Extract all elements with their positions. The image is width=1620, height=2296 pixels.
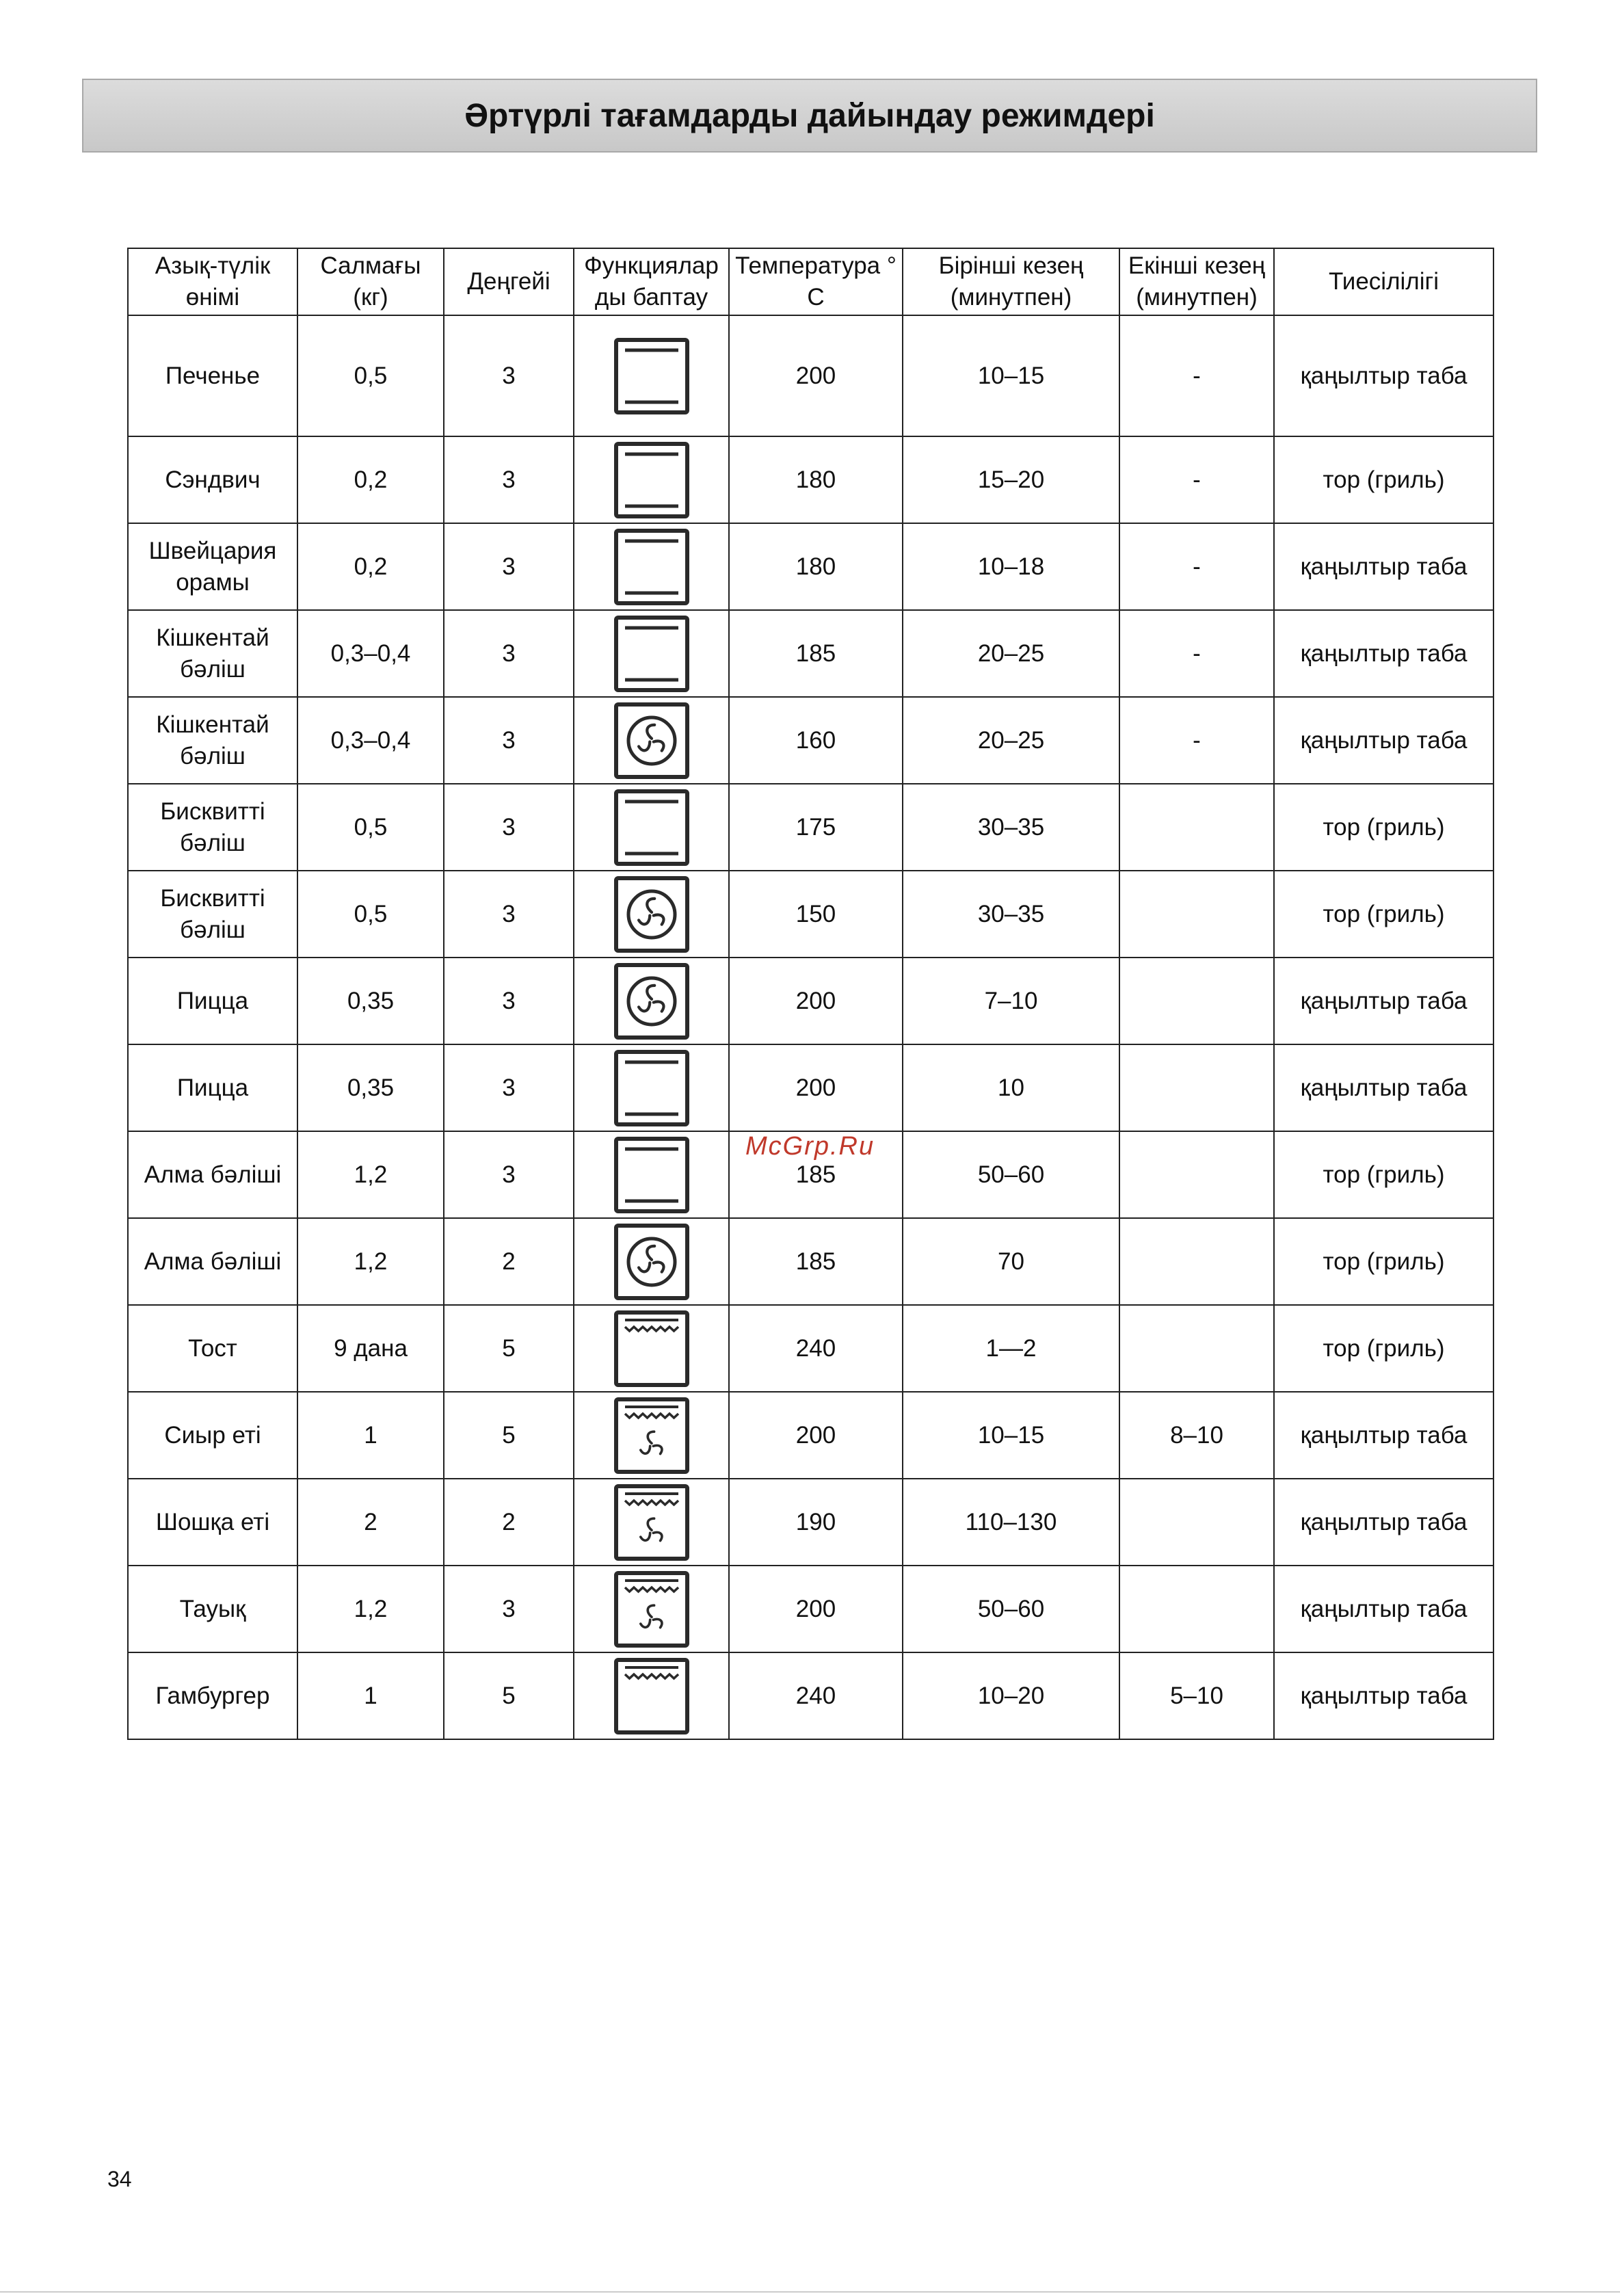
stage1-cell: 10–18 (903, 523, 1119, 610)
function-cell (574, 1044, 729, 1131)
title-bar (82, 79, 1537, 153)
table-body (128, 315, 1493, 1739)
product-cell: Кішкентай бәліш (128, 697, 297, 784)
accessory-cell: қаңылтыр таба (1274, 1566, 1493, 1652)
function-cell (574, 523, 729, 610)
stage1-cell: 70 (903, 1218, 1119, 1305)
product-cell: Пицца (128, 1044, 297, 1131)
product-cell: Тост (128, 1305, 297, 1392)
stage1-cell: 10–20 (903, 1652, 1119, 1739)
header-level: Деңгейі (444, 248, 574, 315)
stage1-cell: 30–35 (903, 871, 1119, 958)
product-cell: Тауық (128, 1566, 297, 1652)
level-cell: 3 (444, 697, 574, 784)
temperature-cell: 190 (729, 1479, 903, 1566)
weight-cell: 1,2 (297, 1218, 444, 1305)
accessory-cell: қаңылтыр таба (1274, 315, 1493, 436)
level-cell: 3 (444, 1131, 574, 1218)
temperature-cell: 175 (729, 784, 903, 871)
function-cell (574, 697, 729, 784)
temperature-cell: 185 (729, 1218, 903, 1305)
oven-conventional-icon (577, 789, 726, 866)
function-cell (574, 1479, 729, 1566)
oven-conventional-icon (577, 616, 726, 692)
function-cell (574, 1218, 729, 1305)
fan-heating-icon (577, 876, 726, 953)
weight-cell: 0,3–0,4 (297, 697, 444, 784)
temperature-cell: 240 (729, 1652, 903, 1739)
product-cell: Кішкентай бәліш (128, 610, 297, 697)
table-row (128, 1044, 1493, 1131)
table-row (128, 523, 1493, 610)
table-row (128, 784, 1493, 871)
header-temperature: Температура ° C (729, 248, 903, 315)
accessory-cell: қаңылтыр таба (1274, 1652, 1493, 1739)
table-header-row (128, 248, 1493, 315)
accessory-cell: тор (гриль) (1274, 784, 1493, 871)
weight-cell: 0,2 (297, 523, 444, 610)
header-accessory: Тиесілілігі (1274, 248, 1493, 315)
accessory-cell: қаңылтыр таба (1274, 697, 1493, 784)
accessory-cell: қаңылтыр таба (1274, 1392, 1493, 1479)
stage2-cell: 5–10 (1119, 1652, 1274, 1739)
stage2-cell (1119, 1479, 1274, 1566)
oven-conventional-icon (577, 1050, 726, 1126)
temperature-cell: 180 (729, 436, 903, 523)
product-cell: Алма бәліші (128, 1218, 297, 1305)
level-cell: 5 (444, 1652, 574, 1739)
table-row (128, 871, 1493, 958)
header-stage2: Екінші кезең (минутпен) (1119, 248, 1274, 315)
table-row (128, 1305, 1493, 1392)
weight-cell: 9 дана (297, 1305, 444, 1392)
accessory-cell: тор (гриль) (1274, 1218, 1493, 1305)
header-weight: Салмағы (кг) (297, 248, 444, 315)
header-product: Азық-түлік өнімі (128, 248, 297, 315)
accessory-cell: қаңылтыр таба (1274, 523, 1493, 610)
page-bottom-rule (0, 2291, 1620, 2293)
temperature-cell: 200 (729, 315, 903, 436)
table-row (128, 1652, 1493, 1739)
temperature-cell: 200 (729, 1044, 903, 1131)
level-cell: 3 (444, 1044, 574, 1131)
stage2-cell (1119, 958, 1274, 1044)
grill-icon (577, 1310, 726, 1387)
level-cell: 3 (444, 610, 574, 697)
weight-cell: 1 (297, 1392, 444, 1479)
temperature-cell: 200 (729, 958, 903, 1044)
weight-cell: 1 (297, 1652, 444, 1739)
stage1-cell: 110–130 (903, 1479, 1119, 1566)
weight-cell: 0,2 (297, 436, 444, 523)
cooking-modes-table (127, 248, 1494, 1740)
stage2-cell (1119, 1218, 1274, 1305)
product-cell: Алма бәліші (128, 1131, 297, 1218)
temperature-cell: 200 (729, 1566, 903, 1652)
function-cell (574, 1652, 729, 1739)
temperature-cell: 200 (729, 1392, 903, 1479)
temperature-cell: 150 (729, 871, 903, 958)
stage2-cell (1119, 1131, 1274, 1218)
stage2-cell (1119, 871, 1274, 958)
weight-cell: 0,3–0,4 (297, 610, 444, 697)
oven-conventional-icon (577, 338, 726, 414)
fan-heating-icon (577, 702, 726, 779)
fan-heating-icon (577, 963, 726, 1040)
stage1-cell: 7–10 (903, 958, 1119, 1044)
function-cell (574, 784, 729, 871)
accessory-cell: тор (гриль) (1274, 436, 1493, 523)
level-cell: 3 (444, 958, 574, 1044)
stage2-cell: - (1119, 697, 1274, 784)
weight-cell: 0,35 (297, 958, 444, 1044)
function-cell (574, 871, 729, 958)
stage1-cell: 10 (903, 1044, 1119, 1131)
temperature-cell: 160 (729, 697, 903, 784)
level-cell: 3 (444, 871, 574, 958)
table-row (128, 610, 1493, 697)
stage2-cell: - (1119, 523, 1274, 610)
table-row (128, 697, 1493, 784)
stage1-cell: 20–25 (903, 697, 1119, 784)
function-cell (574, 436, 729, 523)
stage1-cell: 30–35 (903, 784, 1119, 871)
header-function: Функциялар ды баптау (574, 248, 729, 315)
function-cell (574, 1566, 729, 1652)
accessory-cell: қаңылтыр таба (1274, 610, 1493, 697)
oven-conventional-icon (577, 529, 726, 605)
table-row (128, 1392, 1493, 1479)
function-cell (574, 315, 729, 436)
accessory-cell: тор (гриль) (1274, 1131, 1493, 1218)
weight-cell: 1,2 (297, 1131, 444, 1218)
function-cell (574, 610, 729, 697)
level-cell: 3 (444, 784, 574, 871)
weight-cell: 0,5 (297, 784, 444, 871)
weight-cell: 0,5 (297, 315, 444, 436)
function-cell (574, 958, 729, 1044)
stage2-cell (1119, 1566, 1274, 1652)
stage1-cell: 50–60 (903, 1566, 1119, 1652)
stage1-cell: 15–20 (903, 436, 1119, 523)
stage2-cell: - (1119, 436, 1274, 523)
grill-fan-icon (577, 1571, 726, 1648)
product-cell: Печенье (128, 315, 297, 436)
weight-cell: 0,35 (297, 1044, 444, 1131)
accessory-cell: тор (гриль) (1274, 871, 1493, 958)
temperature-cell: 180 (729, 523, 903, 610)
table-row (128, 1566, 1493, 1652)
accessory-cell: тор (гриль) (1274, 1305, 1493, 1392)
function-cell (574, 1131, 729, 1218)
temperature-cell: 240 (729, 1305, 903, 1392)
oven-conventional-icon (577, 442, 726, 518)
stage1-cell: 10–15 (903, 315, 1119, 436)
product-cell: Сиыр еті (128, 1392, 297, 1479)
product-cell: Сэндвич (128, 436, 297, 523)
level-cell: 2 (444, 1479, 574, 1566)
header-stage1: Бірінші кезең (минутпен) (903, 248, 1119, 315)
level-cell: 3 (444, 523, 574, 610)
temperature-cell: 185 (729, 610, 903, 697)
table-row (128, 958, 1493, 1044)
stage2-cell (1119, 1044, 1274, 1131)
stage2-cell (1119, 784, 1274, 871)
level-cell: 5 (444, 1392, 574, 1479)
fan-heating-icon (577, 1224, 726, 1300)
product-cell: Бисквитті бәліш (128, 871, 297, 958)
grill-icon (577, 1658, 726, 1734)
stage2-cell: - (1119, 315, 1274, 436)
oven-conventional-icon (577, 1137, 726, 1213)
stage2-cell: - (1119, 610, 1274, 697)
accessory-cell: қаңылтыр таба (1274, 958, 1493, 1044)
weight-cell: 1,2 (297, 1566, 444, 1652)
level-cell: 3 (444, 1566, 574, 1652)
stage1-cell: 50–60 (903, 1131, 1119, 1218)
weight-cell: 0,5 (297, 871, 444, 958)
accessory-cell: қаңылтыр таба (1274, 1044, 1493, 1131)
level-cell: 2 (444, 1218, 574, 1305)
table-row (128, 436, 1493, 523)
stage1-cell: 10–15 (903, 1392, 1119, 1479)
level-cell: 3 (444, 315, 574, 436)
grill-fan-icon (577, 1397, 726, 1474)
accessory-cell: қаңылтыр таба (1274, 1479, 1493, 1566)
stage2-cell (1119, 1305, 1274, 1392)
product-cell: Бисквитті бәліш (128, 784, 297, 871)
function-cell (574, 1392, 729, 1479)
watermark: McGrp.Ru (745, 1132, 875, 1161)
stage1-cell: 20–25 (903, 610, 1119, 697)
product-cell: Пицца (128, 958, 297, 1044)
level-cell: 3 (444, 436, 574, 523)
stage1-cell: 1—2 (903, 1305, 1119, 1392)
table-row (128, 1218, 1493, 1305)
table-row (128, 315, 1493, 436)
product-cell: Шошқа еті (128, 1479, 297, 1566)
product-cell: Швейцария орамы (128, 523, 297, 610)
temperature-cell: 185 (729, 1131, 903, 1218)
grill-fan-icon (577, 1484, 726, 1561)
function-cell (574, 1305, 729, 1392)
level-cell: 5 (444, 1305, 574, 1392)
page-title: Әртүрлі тағамдарды дайындау режимдері (464, 97, 1155, 134)
table-row (128, 1479, 1493, 1566)
weight-cell: 2 (297, 1479, 444, 1566)
stage2-cell: 8–10 (1119, 1392, 1274, 1479)
page-number: 34 (107, 2167, 132, 2191)
product-cell: Гамбургер (128, 1652, 297, 1739)
